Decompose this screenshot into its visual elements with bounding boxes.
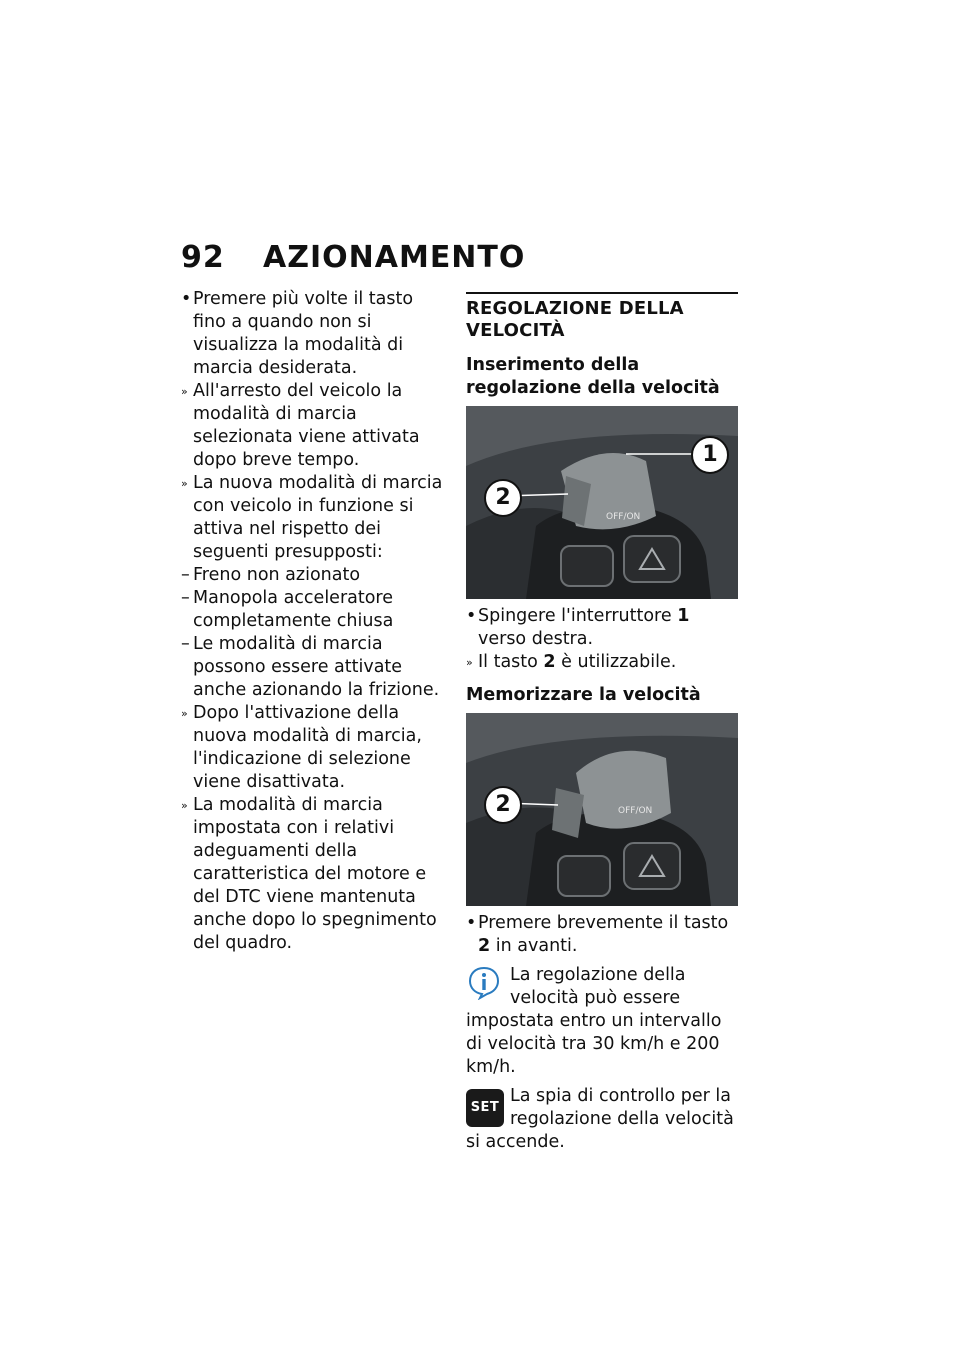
list-item: » Dopo l'attivazione della nuova modalità di marcia, l'indicazione di selezione viene disattivata. <box>181 703 422 792</box>
callout-1: 1 <box>691 436 729 474</box>
handlebar-switch-figure-1 <box>466 406 738 599</box>
callout-2: 2 <box>484 479 522 517</box>
list-item: • Premere brevemente il tasto 2 in avanti. <box>466 912 738 958</box>
list-item: – Manopola acceleratore completamente chiusa <box>181 588 394 631</box>
svg-text:OFF/ON: OFF/ON <box>618 806 653 816</box>
list-item: » La modalità di marcia impostata con i relativi adeguamenti della caratteristica del motore e del DTC viene mantenuta anche dopo lo spegnimento del quadro. <box>181 795 437 953</box>
left-column <box>181 288 449 955</box>
cruise-control-indicator-icon: SET <box>466 1089 504 1127</box>
list-item: • Spingere l'interruttore 1 verso destra. <box>466 605 738 651</box>
list-item: – Freno non azionato <box>181 565 361 585</box>
list-item: – Le modalità di marcia possono essere attivate anche azionando la frizione. <box>181 634 440 700</box>
info-note <box>466 964 738 1079</box>
page-number: 92 <box>181 240 225 275</box>
info-icon <box>466 964 502 1000</box>
subsection-title: Inserimento della regolazione della velocità <box>466 355 720 398</box>
right-column <box>466 288 738 1154</box>
set-note-text: La spia di controllo per la regolazione della velocità si accende. <box>466 1086 734 1152</box>
handlebar-switch-figure-2 <box>466 713 738 906</box>
list-item: » La nuova modalità di marcia con veicolo in funzione si attiva nel rispetto dei seguenti presupposti: <box>181 473 443 562</box>
list-item: » All'arresto del veicolo la modalità di marcia selezionata viene attivata dopo breve tempo. <box>181 381 420 470</box>
info-note-text: La regolazione della velocità può essere impostata entro un intervallo di velocità tra 30 km/h e 200 km/h. <box>466 965 722 1077</box>
set-note <box>466 1085 738 1154</box>
page-section-title: AZIONAMENTO <box>263 240 526 275</box>
callout-2: 2 <box>484 786 522 824</box>
list-item: » Il tasto 2 è utilizzabile. <box>466 652 677 672</box>
section-title: REGOLAZIONE DELLA VELOCITÀ <box>466 292 738 342</box>
list-item: • Premere più volte il tasto fino a quando non si visualizza la modalità di marcia desiderata. <box>181 288 449 380</box>
subsection-title: Memorizzare la velocità <box>466 685 701 705</box>
svg-text:OFF/ON: OFF/ON <box>606 512 641 522</box>
